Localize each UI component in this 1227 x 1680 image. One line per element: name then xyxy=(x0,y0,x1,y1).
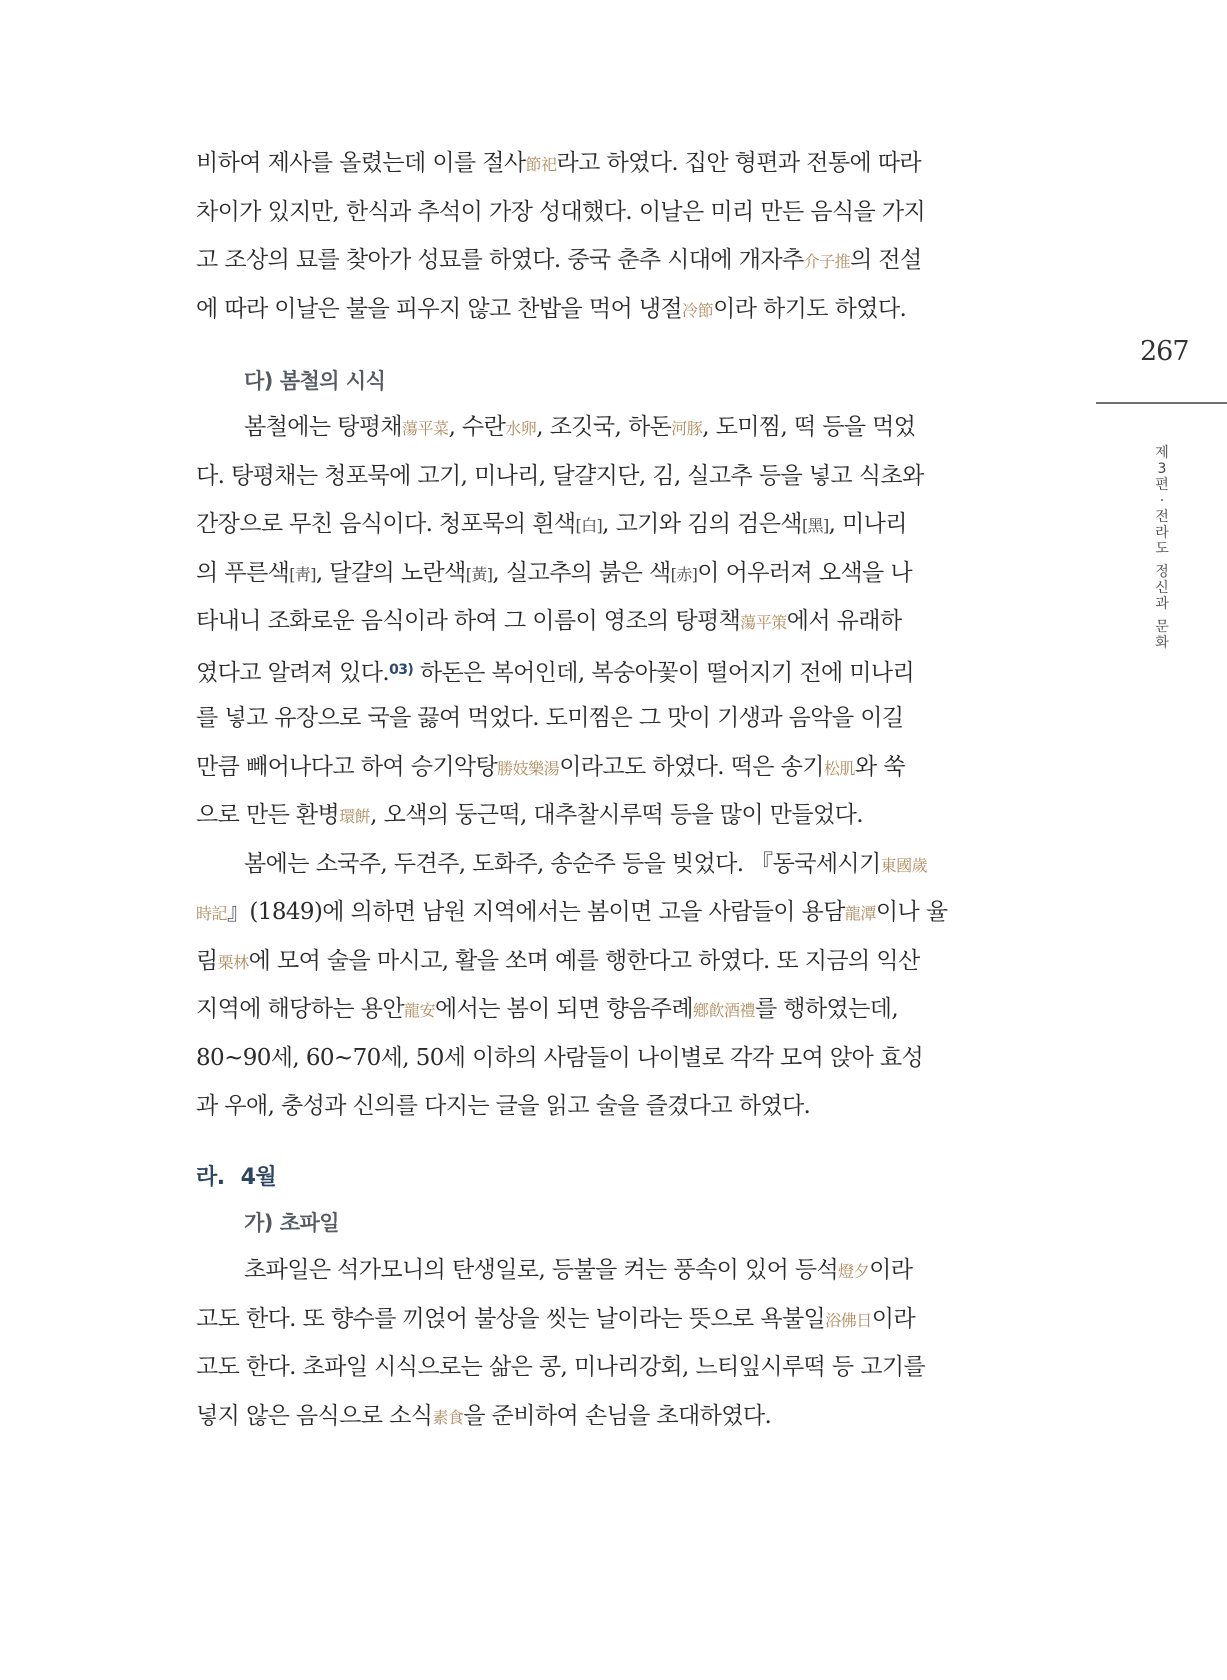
text-run: 지역에 해당하는 용안 xyxy=(196,996,404,1022)
hanja-gloss: 燈夕 xyxy=(838,1262,870,1281)
hanja-gloss: 素食 xyxy=(432,1407,464,1427)
hanja-gloss: 蕩平策 xyxy=(740,613,787,632)
text-run: , 고기와 김의 검은색 xyxy=(602,511,802,537)
text-run: 이라 xyxy=(871,1305,915,1332)
footnote-ref[interactable]: 03) xyxy=(389,661,414,678)
hanja-gloss: 水卵 xyxy=(505,419,537,438)
color-hanja: [黃] xyxy=(465,564,493,584)
title-char: 문 xyxy=(1155,619,1169,635)
heading-number: 라. xyxy=(196,1165,225,1190)
hanja-gloss: 蕩平菜 xyxy=(402,419,449,438)
title-char: 편 xyxy=(1155,477,1169,493)
text-run: , 달걀의 노란색 xyxy=(315,559,466,586)
text-run: 를 넣고 유장으로 국을 끓여 먹었다. 도미찜은 그 맛이 기생과 음악을 이길 xyxy=(196,705,904,731)
text-line xyxy=(196,139,940,188)
text-line xyxy=(196,1034,940,1083)
paragraph-spring-food xyxy=(196,403,948,1131)
heading-title: 4월 xyxy=(240,1165,277,1190)
text-run: 하돈은 복어인데, 복숭아꽃이 떨어지기 전에 미나리 xyxy=(413,659,915,686)
hanja-gloss: 龍潭 xyxy=(844,904,876,923)
text-run: 이 어우러져 오색을 나 xyxy=(697,559,912,586)
paragraph-chopail xyxy=(196,1246,940,1440)
text-run: 으로 만든 환병 xyxy=(196,802,340,828)
text-line xyxy=(196,1295,940,1344)
spacer xyxy=(1152,557,1172,564)
heading-april xyxy=(196,1160,276,1191)
title-char: 3 xyxy=(1157,461,1167,477)
text-line xyxy=(196,646,940,695)
text-line xyxy=(196,1392,940,1441)
hanja-gloss: 介子推 xyxy=(803,252,851,271)
title-char: 도 xyxy=(1155,541,1169,557)
text-line xyxy=(196,403,940,452)
text-run: 비하여 제사를 올렸는데 이를 절사 xyxy=(196,150,526,176)
text-line xyxy=(196,452,940,501)
text-run: 이라 하기도 하였다. xyxy=(713,295,907,322)
hanja-gloss: 環餠 xyxy=(339,807,371,826)
text-line xyxy=(196,597,940,646)
color-hanja: [白] xyxy=(575,516,603,535)
text-run: 라고 하였다. 집안 형편과 전통에 따라 xyxy=(556,150,922,176)
text-run: 차이가 있지만, 한식과 추석이 가장 성대했다. 이날은 미리 만든 음식을 가지 xyxy=(196,198,926,225)
text-line xyxy=(196,285,940,334)
text-run: 만큼 빼어나다고 하여 승기악탕 xyxy=(196,753,498,780)
color-hanja: [黑] xyxy=(801,516,829,535)
text-run: 와 쑥 xyxy=(854,753,905,780)
color-hanja: [赤] xyxy=(670,564,698,584)
subheading-spring-food: 다) 봄철의 시식 xyxy=(244,369,386,393)
title-char: 정 xyxy=(1155,564,1169,580)
hanja-gloss: 勝妓樂湯 xyxy=(497,758,560,778)
text-run: 타내니 조화로운 음식이라 하여 그 이름이 영조의 탕평책 xyxy=(196,608,741,634)
text-line xyxy=(196,1343,940,1392)
title-char: 화 xyxy=(1155,635,1169,651)
text-run: 초파일은 석가모니의 탄생일로, 등불을 켜는 풍속이 있어 등석 xyxy=(244,1257,839,1283)
hanja-gloss: 節祀 xyxy=(525,155,557,174)
spacer xyxy=(1152,612,1172,619)
text-run: 의 푸른색 xyxy=(196,559,290,586)
text-run: 에 모여 술을 마시고, 활을 쏘며 예를 행한다고 하였다. 또 지금의 익산 xyxy=(248,947,920,974)
title-char: 제 xyxy=(1155,445,1169,461)
color-hanja: [靑] xyxy=(289,564,316,584)
hanja-gloss: 東國歲 xyxy=(880,855,928,875)
text-run: 을 준비하여 손님을 초대하였다. xyxy=(463,1402,772,1429)
text-run: 에서는 봄이 되면 향음주례 xyxy=(435,996,693,1022)
text-line xyxy=(196,236,940,285)
hanja-gloss: 龍安 xyxy=(403,1001,435,1020)
text-run: , 도미찜, 떡 등을 먹었 xyxy=(702,414,916,440)
text-run: , 미나리 xyxy=(828,511,907,537)
text-line xyxy=(196,1082,940,1131)
title-char: 과 xyxy=(1155,596,1169,612)
text-line xyxy=(196,791,940,840)
subheading-chopail: 가) 초파일 xyxy=(244,1211,340,1235)
text-run: 에 따라 이날은 불을 피우지 않고 찬밥을 먹어 냉절 xyxy=(196,295,683,322)
text-line xyxy=(196,694,940,743)
text-run: 봄에는 소국주, 두견주, 도화주, 송순주 등을 빚었다. 『동국세시기 xyxy=(244,850,881,877)
text-line xyxy=(196,1246,940,1295)
text-line xyxy=(196,937,940,986)
page-number: 267 xyxy=(1140,336,1189,367)
text-run: 과 우애, 충성과 신의를 다지는 글을 읽고 술을 즐겼다고 하였다. xyxy=(196,1093,811,1119)
hanja-gloss: 松肌 xyxy=(823,758,855,778)
text-run: 넣지 않은 음식으로 소식 xyxy=(196,1402,433,1429)
title-char: · xyxy=(1159,493,1165,509)
hanja-gloss: 河豚 xyxy=(671,419,703,438)
hanja-gloss: 冷節 xyxy=(682,300,714,320)
text-line xyxy=(196,985,940,1034)
title-char: 라 xyxy=(1155,525,1169,541)
text-line xyxy=(196,743,940,792)
text-run: 림 xyxy=(196,947,218,974)
text-run: 를 행하였는데, xyxy=(754,996,899,1022)
text-run: 』(1849)에 의하면 남원 지역에서는 봄이면 고을 사람들이 용담 xyxy=(227,899,845,925)
text-run: , 조깃국, 하돈 xyxy=(536,414,672,440)
text-line xyxy=(196,888,948,937)
text-run: 에서 유래하 xyxy=(786,608,902,634)
text-run: 고도 한다. 초파일 시식으로는 삶은 콩, 미나리강회, 느티잎시루떡 등 고기를 xyxy=(196,1354,926,1380)
text-run: , 오색의 둥근떡, 대추찰시루떡 등을 많이 만들었다. xyxy=(370,802,863,828)
text-run: 간장으로 무친 음식이다. 청포묵의 흰색 xyxy=(196,511,576,537)
text-line xyxy=(196,549,940,598)
hanja-gloss: 時記 xyxy=(196,904,228,923)
text-run: , 실고추의 붉은 색 xyxy=(492,559,671,586)
text-line xyxy=(196,500,940,549)
hanja-gloss: 浴佛日 xyxy=(825,1310,872,1330)
running-chapter-title xyxy=(1152,445,1172,651)
text-run: 이라고도 하였다. 떡은 송기 xyxy=(559,753,824,780)
text-line xyxy=(196,840,940,889)
text-run: 이라 xyxy=(869,1257,913,1283)
title-char: 신 xyxy=(1155,580,1169,596)
title-char: 전 xyxy=(1155,509,1169,525)
text-run: 였다고 알려져 있다. xyxy=(196,659,390,686)
paragraph-jeolsa xyxy=(196,139,940,333)
text-run: 다. 탕평채는 청포묵에 고기, 미나리, 달걀지단, 김, 실고추 등을 넣고 식초와 xyxy=(196,462,924,489)
text-run: 이나 율 xyxy=(875,899,948,925)
hanja-gloss: 栗林 xyxy=(217,952,249,972)
text-run: 봄철에는 탕평채 xyxy=(244,414,403,440)
text-run: , 수란 xyxy=(448,414,506,440)
text-run: 고 조상의 묘를 찾아가 성묘를 하였다. 중국 춘추 시대에 개자추 xyxy=(196,247,804,273)
text-run: 의 전설 xyxy=(850,247,922,273)
hanja-gloss: 鄕飮酒禮 xyxy=(692,1001,755,1020)
text-run: 고도 한다. 또 향수를 끼얹어 불상을 씻는 날이라는 뜻으로 욕불일 xyxy=(196,1305,826,1332)
page-number-divider xyxy=(1096,402,1227,404)
text-line xyxy=(196,188,940,237)
text-run: 80~90세, 60~70세, 50세 이하의 사람들이 나이별로 각각 모여 앉아 효성 xyxy=(196,1044,924,1071)
